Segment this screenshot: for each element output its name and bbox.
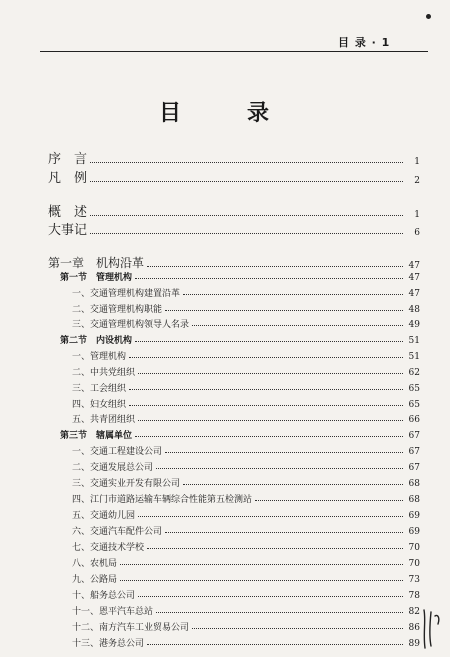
toc-item-title: 五、共青团组织 [72,415,136,425]
toc-item-title: 二、交通发展总公司 [72,463,154,473]
toc-item-title: 三、工会组织 [72,384,127,394]
toc-item-page: 62 [408,368,420,378]
dot-leader [129,405,403,406]
toc-item-title: 七、交通技术学校 [72,543,145,553]
toc-item[interactable] [48,620,420,633]
dot-leader [165,532,403,533]
toc-section[interactable] [48,333,420,346]
toc-item-title: 一、交通工程建设公司 [72,447,163,457]
toc-item[interactable] [48,492,420,505]
toc-entry-title: 概 述 [48,205,88,220]
toc-entry-chronicle[interactable] [48,219,420,238]
toc-item-page: 70 [408,559,420,569]
toc-item-title: 一、交通管理机构建置沿革 [72,289,181,299]
dot-leader [138,596,403,597]
toc-entry-title: 序 言 [48,152,88,167]
toc-entry-page: 1 [414,210,420,220]
toc-item-title: 一、管理机构 [72,352,127,362]
toc-item-title: 十、船务总公司 [72,591,136,601]
dot-leader [165,310,403,311]
toc-section-title: 第二节 内设机构 [60,336,133,346]
toc-section-page: 51 [408,336,420,346]
handwritten-mark [420,606,442,650]
toc-item-title: 十三、港务总公司 [72,639,145,649]
toc-item[interactable] [48,365,420,378]
toc-entry-overview[interactable] [48,201,420,220]
toc-item-page: 86 [408,623,420,633]
header-rule [40,51,428,52]
dot-leader [120,564,403,565]
dot-leader [165,452,403,453]
toc-item-title: 二、中共党组织 [72,368,136,378]
toc-entry-title: 凡 例 [48,171,88,186]
dot-leader [90,181,403,182]
toc-section[interactable] [48,270,420,283]
dot-leader [138,516,403,517]
dot-leader [90,162,403,163]
toc-item-page: 65 [408,384,420,394]
toc-item-page: 89 [408,639,420,649]
toc-item-page: 73 [408,575,420,585]
toc-item[interactable] [48,604,420,617]
toc-item-page: 49 [408,320,420,330]
dot-leader [135,278,403,279]
toc-item-title: 十一、恩平汽车总站 [72,607,154,617]
dot-leader [120,580,403,581]
toc-item-title: 四、江门市道路运输车辆综合性能第五检测站 [72,495,253,505]
toc-item-page: 78 [408,591,420,601]
dot-leader [255,500,403,501]
toc-entry-title: 大事记 [48,223,88,238]
dot-leader [192,628,403,629]
toc-chapter-title: 第一章 机构沿革 [48,256,145,270]
toc-item[interactable] [48,636,420,649]
toc-entry-page: 1 [414,157,420,167]
toc-entry-page: 2 [414,176,420,186]
toc-item-page: 70 [408,543,420,553]
dot-leader [135,436,403,437]
dot-leader [138,420,403,421]
toc-item-page: 48 [408,305,420,315]
toc-item-page: 82 [408,607,420,617]
toc-item-page: 69 [408,511,420,521]
toc-entry-page: 6 [414,228,420,238]
toc-item-page: 68 [408,495,420,505]
toc-item-title: 五、交通幼儿园 [72,511,136,521]
toc-entry-preface[interactable] [48,148,420,167]
toc-item[interactable] [48,556,420,569]
toc-item-page: 65 [408,400,420,410]
page-title: 目 录 [158,101,291,126]
toc-item[interactable] [48,444,420,457]
dot-leader [90,233,403,234]
dot-leader [135,341,403,342]
toc-chapter-page: 47 [408,261,420,271]
toc-item-page: 67 [408,463,420,473]
toc-section-title: 第一节 管理机构 [60,273,133,283]
toc-item-page: 69 [408,527,420,537]
toc-item-page: 47 [408,289,420,299]
toc-item-title: 四、妇女组织 [72,400,127,410]
toc-chapter[interactable] [48,254,420,271]
dot-leader [90,215,403,216]
dot-leader [138,373,403,374]
toc-item[interactable] [48,317,420,330]
toc-item[interactable] [48,412,420,425]
running-header: 目 录 · 1 [338,36,391,49]
dot-leader [147,644,403,645]
toc-item-title: 六、交通汽车配件公司 [72,527,163,537]
toc-section[interactable] [48,428,420,441]
toc-item-title: 九、公路局 [72,575,118,585]
toc-section-page: 67 [408,431,420,441]
toc-item-title: 三、交通管理机构领导人名录 [72,320,190,330]
toc-entry-conventions[interactable] [48,167,420,186]
toc-item-page: 68 [408,479,420,489]
toc-item[interactable] [48,302,420,315]
dot-leader [129,389,403,390]
toc-item[interactable] [48,588,420,601]
toc-item[interactable] [48,508,420,521]
toc-item[interactable] [48,572,420,585]
dot-leader [183,484,403,485]
toc-item-title: 十二、南方汽车工业贸易公司 [72,623,190,633]
toc-item-page: 51 [408,352,420,362]
dot-leader [156,612,403,613]
toc-item[interactable] [48,349,420,362]
dot-leader [147,266,403,267]
toc-item-page: 66 [408,415,420,425]
toc-item-title: 三、交通实业开发有限公司 [72,479,181,489]
toc-section-page: 47 [408,273,420,283]
toc-item[interactable] [48,540,420,553]
dot-leader [147,548,403,549]
dot-leader [156,468,403,469]
toc-item[interactable] [48,524,420,537]
dot-leader [183,294,403,295]
toc-item-page: 67 [408,447,420,457]
toc-item[interactable] [48,381,420,394]
header-dot [426,14,431,19]
dot-leader [129,357,403,358]
toc-item[interactable] [48,476,420,489]
toc-item-title: 八、农机局 [72,559,118,569]
dot-leader [192,325,403,326]
toc-item[interactable] [48,460,420,473]
toc-section-title: 第三节 辖属单位 [60,431,133,441]
toc-item[interactable] [48,397,420,410]
toc-item[interactable] [48,286,420,299]
toc-item-title: 二、交通管理机构职能 [72,305,163,315]
